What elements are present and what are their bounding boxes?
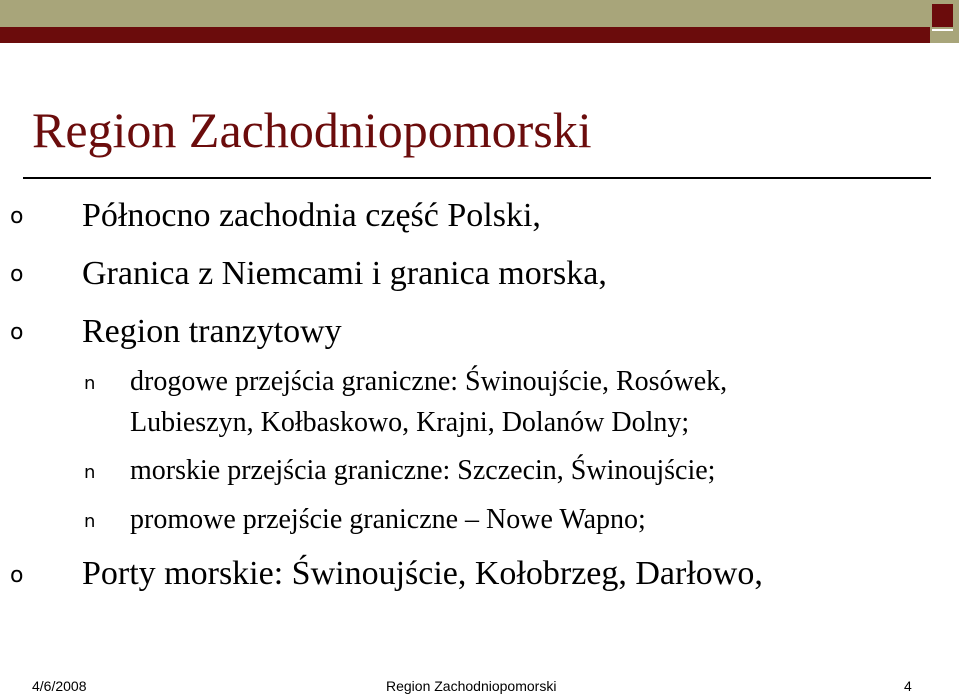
header-bar-light	[0, 0, 930, 27]
sub-bullet-marker: n	[84, 511, 96, 532]
footer-title: Region Zachodniopomorski	[386, 678, 557, 694]
bullet-marker: o	[10, 320, 24, 345]
title-divider	[23, 177, 931, 179]
corner-square-bottom	[932, 29, 953, 43]
list-item: Północno zachodnia część Polski,	[82, 197, 541, 234]
header-bar-dark	[0, 27, 930, 43]
sub-bullet-marker: n	[84, 462, 96, 483]
slide-title: Region Zachodniopomorski	[32, 102, 592, 158]
sub-bullet-marker: n	[84, 373, 96, 394]
list-item: Porty morskie: Świnoujście, Kołobrzeg, Darłowo,	[82, 555, 763, 592]
list-item: Granica z Niemcami i granica morska,	[82, 255, 607, 292]
list-item: promowe przejście graniczne – Nowe Wapno;	[130, 504, 646, 535]
footer-date: 4/6/2008	[32, 678, 87, 694]
corner-square	[932, 4, 953, 27]
bullet-marker: o	[10, 262, 24, 287]
list-item: morskie przejścia graniczne: Szczecin, Świnoujście;	[130, 455, 716, 486]
list-item-continuation: Lubieszyn, Kołbaskowo, Krajni, Dolanów Dolny;	[130, 407, 690, 438]
bullet-marker: o	[10, 563, 24, 588]
list-item: drogowe przejścia graniczne: Świnoujście, Rosówek,	[130, 366, 728, 397]
footer-page-number: 4	[904, 678, 912, 694]
list-item: Region tranzytowy	[82, 313, 342, 350]
bullet-marker: o	[10, 204, 24, 229]
